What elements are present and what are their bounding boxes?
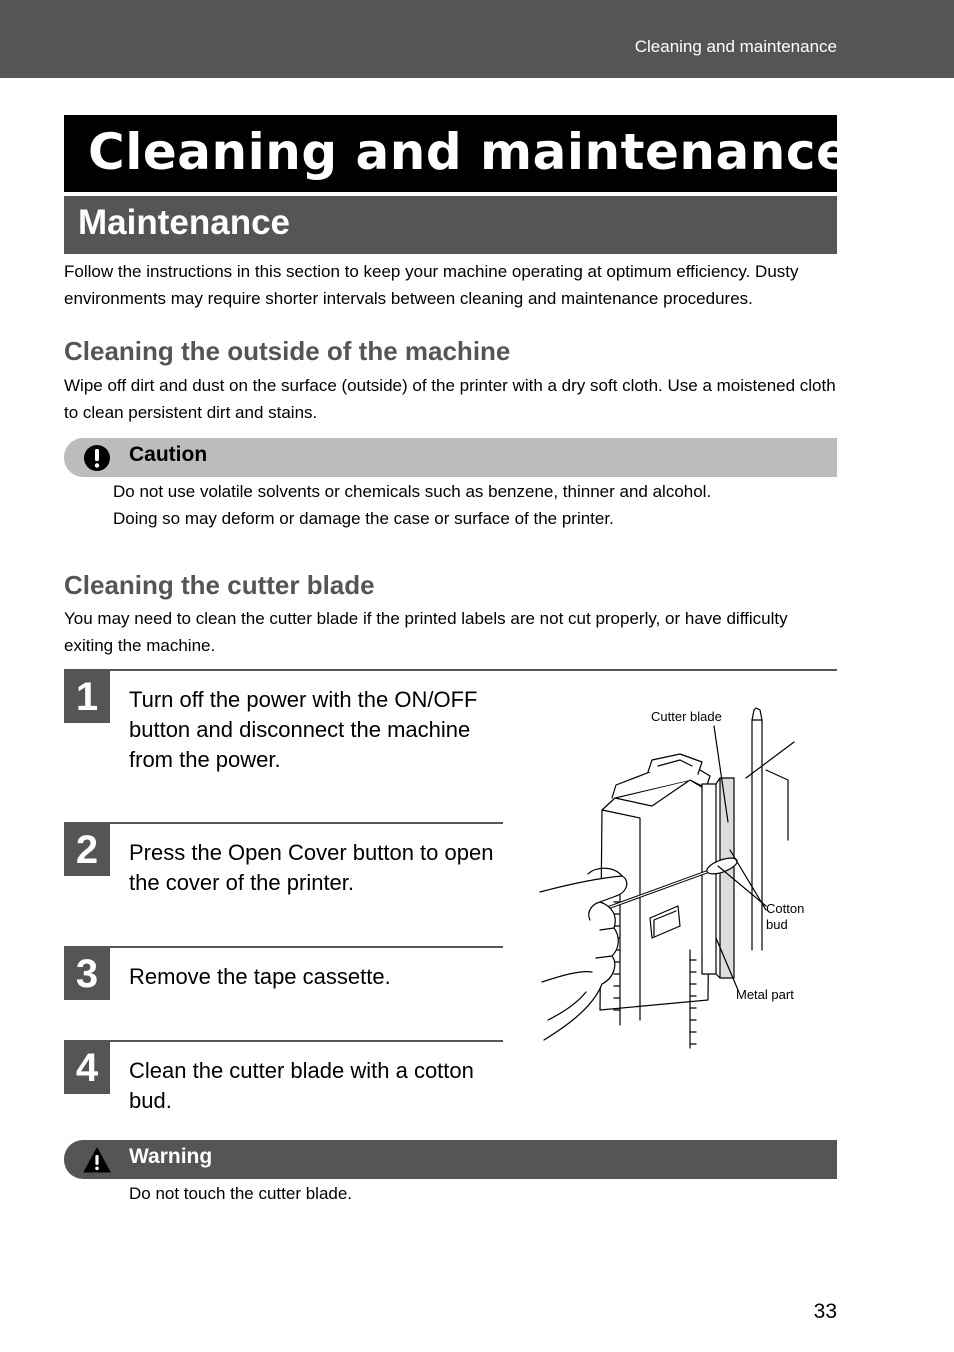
intro-paragraph: Follow the instructions in this section to keep your machine operating at optimum efficiency. Dusty environments may require shorter intervals between cleaning and maintenance procedures. [64, 262, 799, 308]
step-1-text: Turn off the power with the ON/OFF button and disconnect the machine from the power. [129, 687, 478, 772]
caution-line-1: Do not use volatile solvents or chemicals such as benzene, thinner and alcohol. [113, 482, 712, 501]
caution-bar [64, 438, 837, 477]
label-metal-part: Metal part [736, 987, 794, 1002]
caution-line-2: Doing so may deform or damage the case or surface of the printer. [113, 509, 614, 528]
step-4-number: 4 [64, 1042, 110, 1094]
step-3-number: 3 [64, 948, 110, 1000]
cutter-illustration [530, 680, 840, 1060]
outside-paragraph: Wipe off dirt and dust on the surface (outside) of the printer with a dry soft cloth. Use a moistened cloth to clean persistent dirt and stains. [64, 376, 836, 422]
step-3-text: Remove the tape cassette. [129, 964, 391, 989]
cutter-heading: Cleaning the cutter blade [64, 570, 375, 600]
outside-heading: Cleaning the outside of the machine [64, 336, 511, 366]
running-title: Cleaning and maintenance [634, 37, 837, 56]
chapter-title: Cleaning and maintenance [88, 123, 851, 181]
section-title: Maintenance [78, 203, 290, 242]
step-1-rule [64, 669, 837, 671]
label-cotton-bud-1: Cotton [766, 901, 805, 916]
step-1-number: 1 [64, 671, 110, 723]
warning-triangle-icon [83, 1146, 111, 1174]
warning-bar [64, 1140, 837, 1179]
step-4-text: Clean the cutter blade with a cotton bud. [129, 1058, 474, 1113]
cutter-paragraph: You may need to clean the cutter blade if the printed labels are not cut properly, or have difficulty exiting the machine. [64, 609, 788, 655]
chapter-title-bar [64, 115, 851, 192]
cutter-drawing [530, 680, 840, 1060]
caution-label: Caution [129, 443, 208, 466]
warning-text: Do not touch the cutter blade. [129, 1184, 353, 1203]
warning-label: Warning [129, 1145, 213, 1168]
header-band [0, 0, 954, 78]
label-cutter-blade: Cutter blade [651, 709, 722, 724]
exclamation-circle-icon [83, 444, 111, 472]
step-2-number: 2 [64, 824, 110, 876]
step-2-rule [64, 822, 503, 824]
label-cotton-bud-2: bud [766, 917, 788, 932]
page-number: 33 [813, 1300, 837, 1323]
section-title-bar [64, 196, 837, 254]
step-3-rule [64, 946, 503, 948]
step-2-text: Press the Open Cover button to open the cover of the printer. [129, 840, 494, 895]
step-4-rule [64, 1040, 503, 1042]
